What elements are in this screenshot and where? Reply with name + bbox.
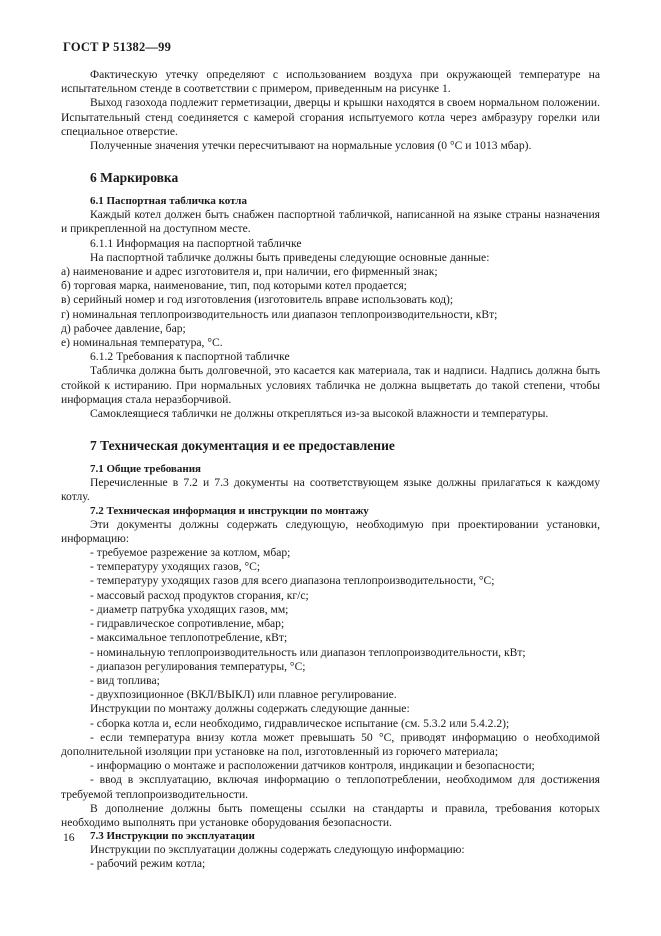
list-item: - максимальное теплопотребление, кВт; — [90, 631, 288, 645]
document-header: ГОСТ Р 51382—99 — [63, 40, 172, 54]
subsection-7-3-title: 7.3 Инструкции по эксплуатации — [90, 830, 255, 843]
list-item: - температуру уходящих газов, °С; — [90, 560, 261, 574]
paragraph: Самоклеящиеся таблички не должны открепляться из-за высокой влажности и температуры. — [90, 407, 549, 421]
list-item: е) номинальная температура, °С. — [61, 336, 223, 350]
list-item: а) наименование и адрес изготовителя и, при наличии, его фирменный знак; — [61, 265, 438, 279]
intro-paragraph: Фактическую утечку определяют с использованием воздуха при окружающей температуре на испытательном стенде в соответствии с примером, приведенным на рисунке 1. — [61, 68, 600, 96]
list-item: д) рабочее давление, бар; — [61, 321, 186, 335]
section-7-title: 7 Техническая документация и ее предоставление — [90, 438, 395, 454]
paragraph: В дополнение должны быть помещены ссылки на стандарты и правила, требования которых необходимо выполнять при установке оборудования безопасности. — [61, 801, 600, 829]
list-item: - требуемое разрежение за котлом, мбар; — [90, 546, 291, 560]
list-item: - массовый расход продуктов сгорания, кг/с; — [90, 588, 309, 602]
list-item: - температуру уходящих газов для всего диапазона теплопроизводительности, °С; — [90, 574, 495, 588]
paragraph: Табличка должна быть долговечной, это касается как материала, так и надписи. Надпись должна быть стойкой к истиранию. При нормальных условиях табличка не должна выцветать до такой степени, чтобы информация стала неразборчивой. — [61, 364, 600, 406]
list-item: - информацию о монтаже и расположении датчиков контроля, индикации и безопасности; — [90, 759, 535, 773]
intro-paragraph: Выход газохода подлежит герметизации, дверцы и крышки находятся в своем нормальном положении. Испытательный стенд соединяется с камерой сгорания испытуемого котла через амбразуру горелки или специальное отверстие. — [61, 96, 600, 138]
list-item: - номинальную теплопроизводительность или диапазон теплопроизводительности, кВт; — [90, 645, 526, 659]
list-item: - двухпозиционное (ВКЛ/ВЫКЛ) или плавное регулирование. — [90, 688, 397, 702]
list-item: в) серийный номер и год изготовления (изготовитель вправе использовать код); — [61, 293, 454, 307]
section-6-title: 6 Маркировка — [90, 170, 179, 186]
page-content — [61, 68, 600, 872]
intro-paragraph: Полученные значения утечки пересчитывают на нормальные условия (0 °С и 1013 мбар). — [90, 139, 532, 153]
list-item: г) номинальная теплопроизводительность или диапазон теплопроизводительности, кВт; — [61, 307, 498, 321]
subsection-6-1-1-title: 6.1.1 Информация на паспортной табличке — [90, 236, 302, 250]
paragraph: Эти документы должны содержать следующую, необходимую при проектировании установки, информацию: — [61, 517, 600, 545]
subsection-7-1-title: 7.1 Общие требования — [90, 463, 201, 476]
list-item: - ввод в эксплуатацию, включая информацию о теплопотреблении, необходимом для достижения требуемой теплопроизводительности. — [61, 773, 600, 801]
list-item: - диаметр патрубка уходящих газов, мм; — [90, 602, 289, 616]
paragraph: Перечисленные в 7.2 и 7.3 документы на соответствующем языке должны прилагаться к каждому котлу. — [61, 476, 600, 504]
page-number: 16 — [63, 831, 75, 844]
subsection-6-1-title: 6.1 Паспортная табличка котла — [90, 195, 247, 208]
paragraph: Каждый котел должен быть снабжен паспортной табличкой, написанной на языке страны назначения и прикрепленной на доступном месте. — [61, 208, 600, 236]
paragraph: Инструкции по монтажу должны содержать следующие данные: — [90, 702, 410, 716]
list-item: б) торговая марка, наименование, тип, под которыми котел продается; — [61, 279, 407, 293]
paragraph: На паспортной табличке должны быть приведены следующие основные данные: — [90, 250, 490, 264]
list-item: - вид топлива; — [90, 673, 160, 687]
list-item: - диапазон регулирования температуры, °С; — [90, 659, 306, 673]
subsection-6-1-2-title: 6.1.2 Требования к паспортной табличке — [90, 350, 290, 364]
list-item: - сборка котла и, если необходимо, гидравлическое испытание (см. 5.3.2 или 5.4.2.2); — [90, 716, 510, 730]
list-item: - рабочий режим котла; — [90, 857, 206, 871]
paragraph: Инструкции по эксплуатации должны содержать следующую информацию: — [90, 843, 465, 857]
list-item: - гидравлическое сопротивление, мбар; — [90, 617, 285, 631]
list-item: - если температура внизу котла может превышать 50 °С, приводят информацию о необходимой дополнительной изоляции при установке на пол, изготовленный из горючего материала; — [61, 730, 600, 758]
subsection-7-2-title: 7.2 Техническая информация и инструкции по монтажу — [90, 504, 369, 517]
